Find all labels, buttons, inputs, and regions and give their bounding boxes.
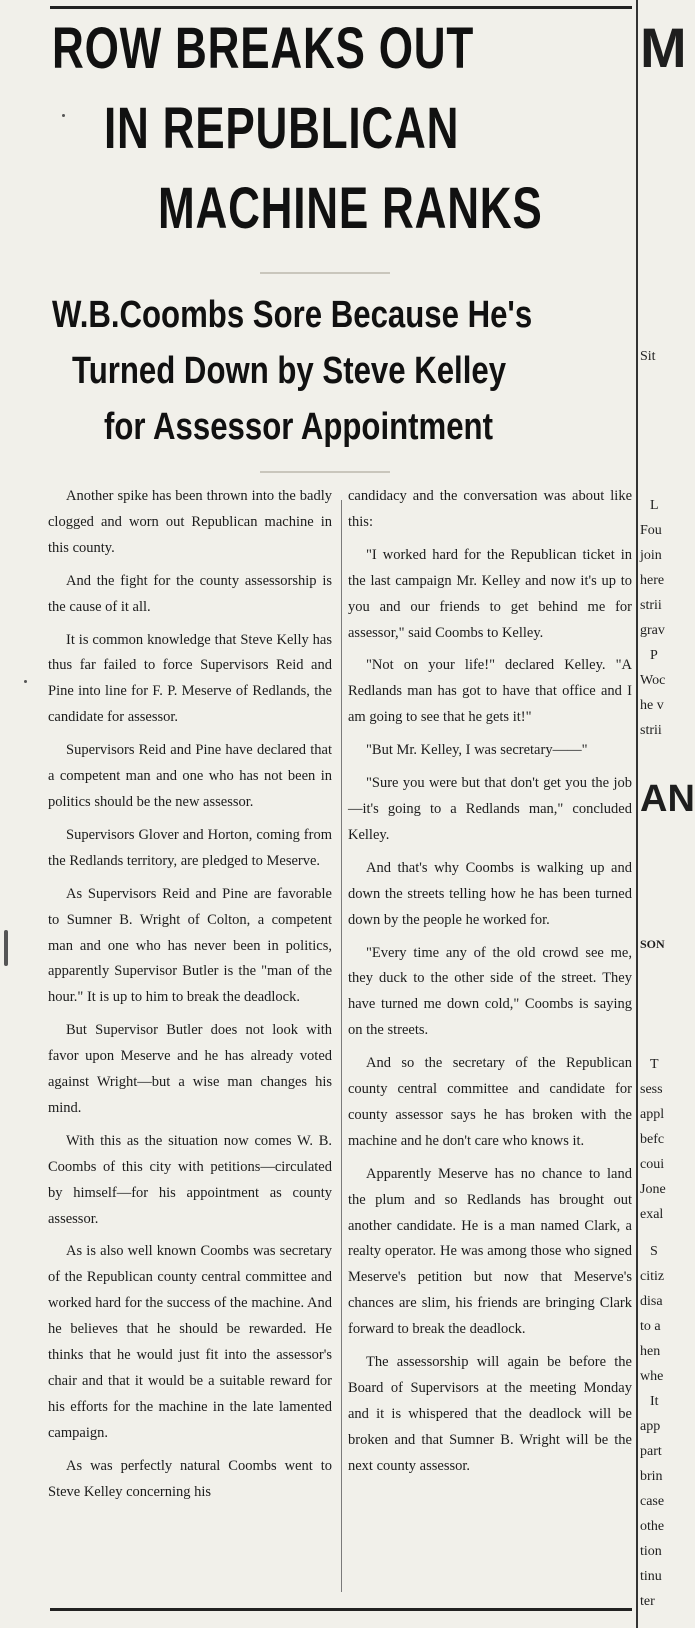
adjacent-fragment: Sit xyxy=(640,349,656,364)
adjacent-fragment: whe xyxy=(640,1369,664,1384)
adjacent-fragment: It xyxy=(650,1394,659,1409)
paragraph: But Supervisor Butler does not look with favor upon Meserve and he has already voted against Wright—but a wise man changes his mind. xyxy=(48,1022,332,1116)
adjacent-fragment: he v xyxy=(640,698,664,713)
scan-speck xyxy=(62,114,65,117)
paragraph: And so the secretary of the Republican county central committee and candidate for county assessor says he has broken with the machine and he don't care who knows it. xyxy=(348,1055,632,1149)
adjacent-fragment: L xyxy=(650,498,659,513)
adjacent-fragment: citiz xyxy=(640,1269,665,1284)
adjacent-fragment: strii xyxy=(640,598,662,613)
paragraph: Another spike has been thrown into the badly clogged and worn out Republican machine in this county. xyxy=(48,488,332,556)
article-column-2 xyxy=(348,484,632,1487)
scan-speck xyxy=(24,680,27,683)
adjacent-fragment: part xyxy=(640,1444,662,1459)
adjacent-fragment: Jone xyxy=(640,1182,666,1197)
column-divider xyxy=(636,0,638,1628)
headline-line-3: MACHINE RANKS xyxy=(158,176,543,241)
adjacent-fragment: coui xyxy=(640,1157,665,1172)
bottom-rule xyxy=(50,1608,632,1611)
adjacent-fragment: befc xyxy=(640,1132,665,1147)
adjacent-fragment: tinu xyxy=(640,1569,662,1584)
paragraph: And the fight for the county assessorship is the cause of it all. xyxy=(48,572,332,615)
adjacent-fragment: hen xyxy=(640,1344,661,1359)
paragraph: "Every time any of the old crowd see me, they duck to the other side of the street. They have turned me down cold," Coombs is saying on the streets. xyxy=(348,944,632,1039)
paragraph: The assessorship will again be before the Board of Supervisors at the meeting Monday and it is whispered that the deadlock will be broken and that Sumner B. Wright will be the next county assessor. xyxy=(348,1354,632,1474)
paragraph: And that's why Coombs is walking up and down the streets telling how he has been turned down by the people he worked for. xyxy=(348,859,632,928)
adjacent-fragment: S xyxy=(650,1244,658,1259)
paragraph: Supervisors Reid and Pine have declared that a competent man and one who has not been in politics should be the new assessor. xyxy=(48,742,332,810)
paragraph: As Supervisors Reid and Pine are favorable to Sumner B. Wright of Colton, a competent man and one who has never been in politics, apparently Supervisor Butler is the "man of the hour." It is up to him to break the deadlock. xyxy=(48,885,332,1006)
paragraph: Apparently Meserve has no chance to land the plum and so Redlands has brought out another candidate. He is a man named Clark, a realty operator. He was among those who signed Meserve's petition but now that Meserve's chances are slim, his friends are bringing Clark forward to break the deadlock. xyxy=(348,1165,632,1338)
paragraph: "But Mr. Kelley, I was secretary——" xyxy=(366,742,588,759)
body-divider xyxy=(260,471,390,473)
paragraph: "Not on your life!" declared Kelley. "A Redlands man has got to have that office and I am going to see that he gets it!" xyxy=(348,657,632,726)
top-rule xyxy=(50,6,632,9)
adjacent-fragment: ter xyxy=(640,1594,655,1609)
adjacent-fragment: M xyxy=(640,16,687,79)
adjacent-fragment: to a xyxy=(640,1319,661,1334)
adjacent-fragment: tion xyxy=(640,1544,662,1559)
adjacent-fragment: sess xyxy=(640,1082,663,1097)
adjacent-fragment: Woc xyxy=(640,673,666,688)
adjacent-fragment: T xyxy=(650,1057,659,1072)
adjacent-fragment: Fou xyxy=(640,523,662,538)
adjacent-fragment: P xyxy=(650,648,658,663)
scan-mark xyxy=(4,930,8,966)
paragraph: candidacy and the conversation was about like this: xyxy=(348,488,632,530)
paragraph: It is common knowledge that Steve Kelly has thus far failed to force Supervisors Reid and Pine into line for F. P. Meserve of Redlands, the candidate for assessor. xyxy=(48,631,332,726)
subhead-line-2: Turned Down by Steve Kelley xyxy=(72,350,507,392)
adjacent-fragment: SON xyxy=(640,937,665,951)
subhead-line-1: W.B.Coombs Sore Because He's xyxy=(52,294,533,336)
adjacent-fragment: disa xyxy=(640,1294,663,1309)
paragraph: With this as the situation now comes W. B. Coombs of this city with petitions—circulated by himself—for his appointment as county assessor. xyxy=(48,1132,332,1227)
paragraph: As is also well known Coombs was secretary of the Republican county central committee and worked hard for the success of the machine. And he believes that he should be rewarded. He thinks that he would just fit into the assessor's chair and that it would be a suitable reward for his efforts for the machine in the late lamented campaign. xyxy=(48,1243,332,1441)
adjacent-fragment: app xyxy=(640,1419,661,1434)
adjacent-fragment: appl xyxy=(640,1107,665,1122)
adjacent-fragment: grav xyxy=(640,623,665,638)
headline-line-2: IN REPUBLICAN xyxy=(104,96,460,161)
adjacent-fragment: AN xyxy=(640,778,695,820)
adjacent-fragment: here xyxy=(640,573,665,588)
article-column-1 xyxy=(48,484,332,1513)
paragraph: "Sure you were but that don't get you the job—it's going to a Redlands man," concluded Kelley. xyxy=(348,775,632,843)
deck-divider xyxy=(260,272,390,274)
paragraph: Supervisors Glover and Horton, coming from the Redlands territory, are pledged to Meserve. xyxy=(48,826,332,869)
paragraph: "I worked hard for the Republican ticket in the last campaign Mr. Kelley and now it's up to you and our friends to get behind me for assessor," said Coombs to Kelley. xyxy=(348,546,632,641)
paragraph: As was perfectly natural Coombs went to Steve Kelley concerning his xyxy=(48,1457,332,1500)
adjacent-fragment: brin xyxy=(640,1469,663,1484)
adjacent-fragment: exal xyxy=(640,1207,664,1222)
column-rule xyxy=(341,500,342,1592)
adjacent-fragment: othe xyxy=(640,1519,665,1534)
headline-line-1: ROW BREAKS OUT xyxy=(52,16,475,81)
subhead-line-3: for Assessor Appointment xyxy=(104,406,493,448)
adjacent-fragment: strii xyxy=(640,723,662,738)
adjacent-fragment: case xyxy=(640,1494,665,1509)
adjacent-fragment: join xyxy=(640,548,662,563)
